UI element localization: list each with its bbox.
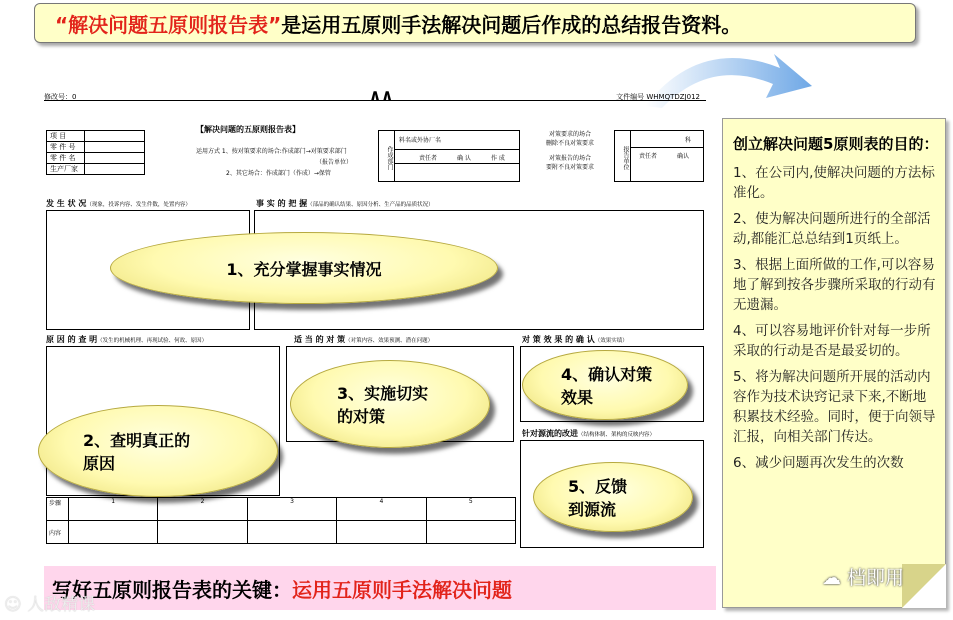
bubble-step-1-text: 1、充分掌握事实情况: [226, 259, 382, 279]
request-line-4: 要附不良对策要求: [545, 164, 594, 171]
title-banner: [34, 3, 916, 43]
form-title: 【解决问题的五原则报告表】: [196, 125, 300, 134]
report-unit-header: 科: [685, 137, 692, 144]
bubble-step-5-text: 5、反馈到源流: [568, 477, 628, 519]
bubble-step-5: [533, 462, 693, 532]
dept-box: [378, 130, 520, 182]
bubble-step-4-text: 4、确认对策效果: [561, 365, 653, 407]
step-number: 3: [247, 498, 336, 521]
info-label-item: 项 目: [47, 131, 85, 142]
bubble-step-3-text: 3、实施切实的对策: [337, 384, 429, 426]
dept-label: 作成部门: [379, 131, 395, 181]
banner-description: 是运用五原则手法解决问题后作成的总结报告资料。: [281, 12, 742, 37]
revision-number: 修改号：0: [44, 93, 77, 101]
header-rule: [44, 100, 706, 101]
document-number: 文件编号 WHMQTDZJ012: [616, 93, 700, 101]
purpose-item: 2、使为解决问题所进行的全部活动,都能汇总总结到1页纸上。: [733, 211, 931, 247]
bubble-step-3: [290, 360, 490, 448]
dept-col-confirm: 确 认: [457, 155, 471, 162]
step-number: 1: [69, 498, 158, 521]
watermark-left-icon: ☺: [4, 595, 22, 615]
bubble-step-4: [522, 350, 688, 420]
request-line-3: 对策报告的场合: [548, 155, 591, 162]
step-number: 2: [158, 498, 247, 521]
request-line-2: 删除不良对策要求: [545, 140, 594, 147]
key-strip: [44, 566, 716, 610]
wechat-icon: ☁: [822, 567, 841, 589]
purpose-item: 4、可以容易地评价针对每一步所采取的行动是否是最妥切的。: [733, 323, 931, 359]
section-occurrence-label: 发 生 状 况（现象，投诉内容、发生件数，处置内容）: [46, 199, 191, 208]
dept-header: 料名或外协厂名: [399, 137, 442, 144]
usage-method: [196, 146, 352, 179]
section-cause-label: 原 因 的 查 明（发生的机械机理、再现试验、何故、原因）: [46, 335, 208, 344]
page-curl-icon: [902, 564, 946, 608]
method-line-2: 2、其它场合：作成部门（作成）→保管: [226, 170, 331, 177]
steps-row-label: 步骤: [47, 498, 69, 521]
info-label-part-name: 零 件 名: [47, 153, 85, 164]
steps-table: [46, 497, 516, 544]
section-measure-label: 适 当 的 对 策（对策内容、效果预测、潜在问题）: [294, 335, 434, 344]
report-unit-label: 报告单位: [615, 131, 631, 181]
watermark-left-text: 人敌精课: [27, 595, 96, 615]
report-col-confirm: 确认: [677, 153, 690, 160]
watermark-right-text: 档即用: [847, 567, 905, 589]
bubble-step-2-text: 2、查明真正的原因: [83, 431, 191, 473]
bubble-step-1: [110, 232, 498, 304]
purpose-note: [722, 118, 946, 608]
purpose-item: 3、根据上面所做的工作,可以容易地了解到按各步骤所采取的行动有无遗漏。: [733, 257, 936, 313]
step-number: 4: [337, 498, 426, 521]
purpose-item: 1、在公司内,使解决问题的方法标准化。: [733, 165, 935, 201]
part-info-table: [46, 130, 145, 175]
step-number: 5: [426, 498, 515, 521]
section-facts-label: 事 实 的 把 握（部品的确认结果、原因分析、生产品的品质状况）: [256, 199, 434, 208]
banner-quoted-title: “解决问题五原则报告表”: [55, 12, 282, 37]
dept-col-author: 作 成: [491, 155, 505, 162]
section-source-label: 针对源流的改进（结构体制、架构的反映内容）: [522, 429, 656, 438]
method-line-1: 运用方式 1、按对策要求的场合:作成部门→对策要求部门: [196, 148, 347, 155]
request-notes: [530, 130, 610, 172]
purpose-item: 6、减少问题再次发生的次数: [733, 455, 904, 471]
key-strip-highlight: 运用五原则手法解决问题: [292, 577, 512, 602]
key-strip-prefix: 写好五原则报告表的关键：: [52, 577, 292, 602]
method-line-1b: （报告单位）: [316, 159, 353, 166]
report-unit-box: [614, 130, 704, 182]
purpose-note-title: 创立解决问题5原则表的目的：: [733, 135, 939, 153]
purpose-item: 5、将为解决问题所开展的活动内容作为技术诀窍记录下来,不断地积累技术经验。同时，便于向领导汇报，向相关部门传达。: [733, 369, 936, 445]
watermark-right: [822, 563, 904, 590]
dept-col-owner: 责任者: [419, 155, 438, 162]
report-col-owner: 责任者: [639, 153, 658, 160]
info-label-part-no: 零 件 号: [47, 142, 85, 153]
content-row-label: 内容: [47, 521, 69, 544]
company-logo: ∧∧: [369, 86, 394, 104]
section-effect-label: 对 策 效 果 的 确 认（效果实绩）: [522, 335, 628, 344]
watermark-left: [4, 590, 95, 615]
bubble-step-2: [38, 405, 278, 497]
request-line-1: 对策要求的场合: [548, 131, 591, 138]
info-label-manufacturer: 生产厂家: [47, 164, 85, 175]
